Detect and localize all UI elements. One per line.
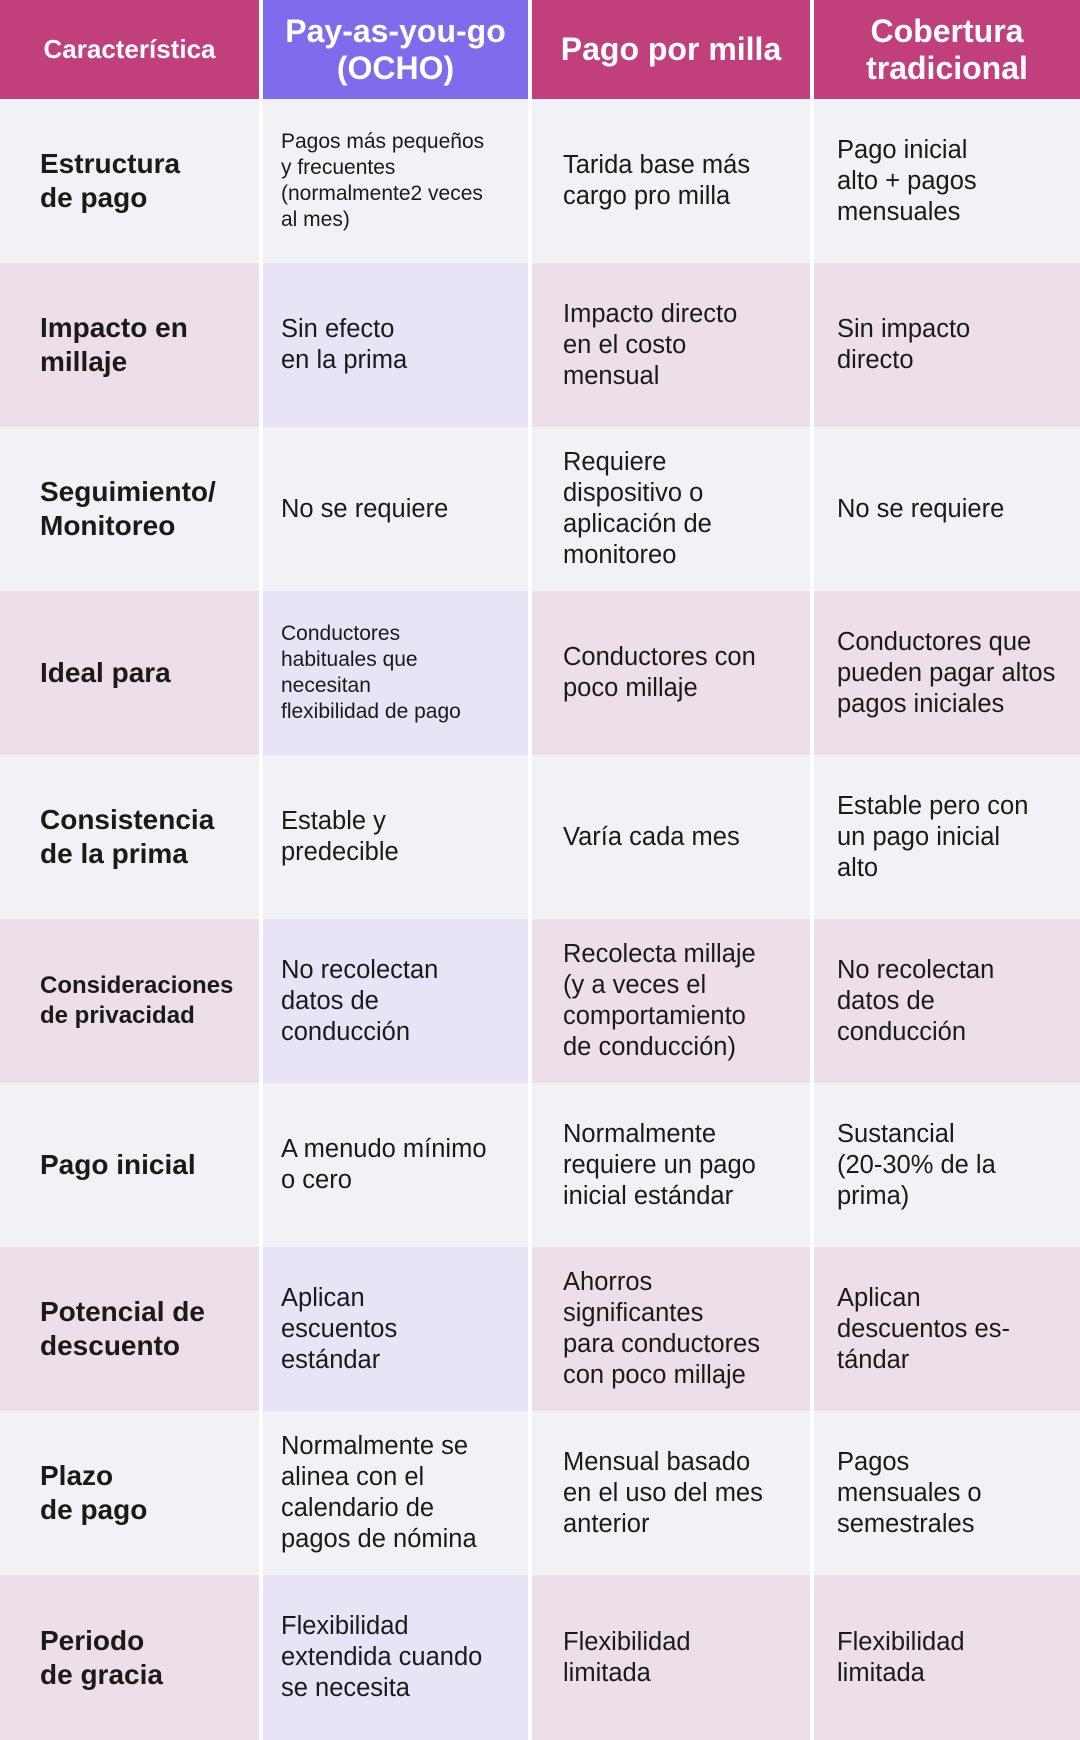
table-row	[0, 1411, 1080, 1575]
cell-pay-per-mile: Ahorros significantes para conductores con poco millaje	[532, 1247, 810, 1411]
table-row	[0, 919, 1080, 1083]
table-row	[0, 1247, 1080, 1411]
row-label: Impacto en millaje	[0, 263, 259, 427]
header-pay-as-you-go: Pay-as-you-go (OCHO)	[263, 0, 528, 99]
cell-pay-per-mile: Varía cada mes	[532, 755, 810, 919]
cell-pay-as-you-go: A menudo mínimo o cero	[263, 1083, 528, 1247]
cell-traditional: Conductores que pueden pagar altos pagos iniciales	[814, 591, 1080, 755]
row-label: Potencial de descuento	[0, 1247, 259, 1411]
cell-pay-as-you-go: No recolectan datos de conducción	[263, 919, 528, 1083]
cell-pay-as-you-go: Aplican escuentos estándar	[263, 1247, 528, 1411]
row-label: Pago inicial	[0, 1083, 259, 1247]
row-label: Periodo de gracia	[0, 1575, 259, 1740]
cell-traditional: Flexibilidad limitada	[814, 1575, 1080, 1740]
table-row	[0, 1575, 1080, 1740]
table-row	[0, 427, 1080, 591]
cell-pay-per-mile: Impacto directo en el costo mensual	[532, 263, 810, 427]
row-label: Plazo de pago	[0, 1411, 259, 1575]
table-row	[0, 99, 1080, 263]
cell-pay-as-you-go: Estable y predecible	[263, 755, 528, 919]
cell-traditional: Sustancial (20-30% de la prima)	[814, 1083, 1080, 1247]
cell-traditional: Estable pero con un pago inicial alto	[814, 755, 1080, 919]
cell-pay-per-mile: Normalmente requiere un pago inicial estándar	[532, 1083, 810, 1247]
header-feature: Característica	[0, 0, 259, 99]
header-row	[0, 0, 1080, 99]
cell-pay-as-you-go: Normalmente se alinea con el calendario de pagos de nómina	[263, 1411, 528, 1575]
cell-pay-per-mile: Recolecta millaje (y a veces el comportamiento de conducción)	[532, 919, 810, 1083]
cell-pay-per-mile: Conductores con poco millaje	[532, 591, 810, 755]
table-row	[0, 591, 1080, 755]
table-row	[0, 755, 1080, 919]
cell-pay-per-mile: Requiere dispositivo o aplicación de monitoreo	[532, 427, 810, 591]
table-row	[0, 1083, 1080, 1247]
cell-traditional: No recolectan datos de conducción	[814, 919, 1080, 1083]
cell-traditional: No se requiere	[814, 427, 1080, 591]
row-label: Consideraciones de privacidad	[0, 919, 259, 1083]
cell-pay-as-you-go: Flexibilidad extendida cuando se necesita	[263, 1575, 528, 1740]
cell-traditional: Aplican descuentos es- tándar	[814, 1247, 1080, 1411]
cell-pay-per-mile: Mensual basado en el uso del mes anterior	[532, 1411, 810, 1575]
cell-pay-as-you-go: No se requiere	[263, 427, 528, 591]
cell-pay-as-you-go: Sin efecto en la prima	[263, 263, 528, 427]
row-label: Consistencia de la prima	[0, 755, 259, 919]
cell-pay-per-mile: Tarida base más cargo pro milla	[532, 99, 810, 263]
table-row	[0, 263, 1080, 427]
row-label: Seguimiento/ Monitoreo	[0, 427, 259, 591]
cell-traditional: Sin impacto directo	[814, 263, 1080, 427]
cell-traditional: Pagos mensuales o semestrales	[814, 1411, 1080, 1575]
header-traditional: Cobertura tradicional	[814, 0, 1080, 99]
header-pay-per-mile: Pago por milla	[532, 0, 810, 99]
cell-pay-as-you-go: Conductores habituales que necesitan flexibilidad de pago	[263, 591, 528, 755]
row-label: Ideal para	[0, 591, 259, 755]
row-label: Estructura de pago	[0, 99, 259, 263]
cell-traditional: Pago inicial alto + pagos mensuales	[814, 99, 1080, 263]
cell-pay-as-you-go: Pagos más pequeños y frecuentes (normalmente2 veces al mes)	[263, 99, 528, 263]
cell-pay-per-mile: Flexibilidad limitada	[532, 1575, 810, 1740]
